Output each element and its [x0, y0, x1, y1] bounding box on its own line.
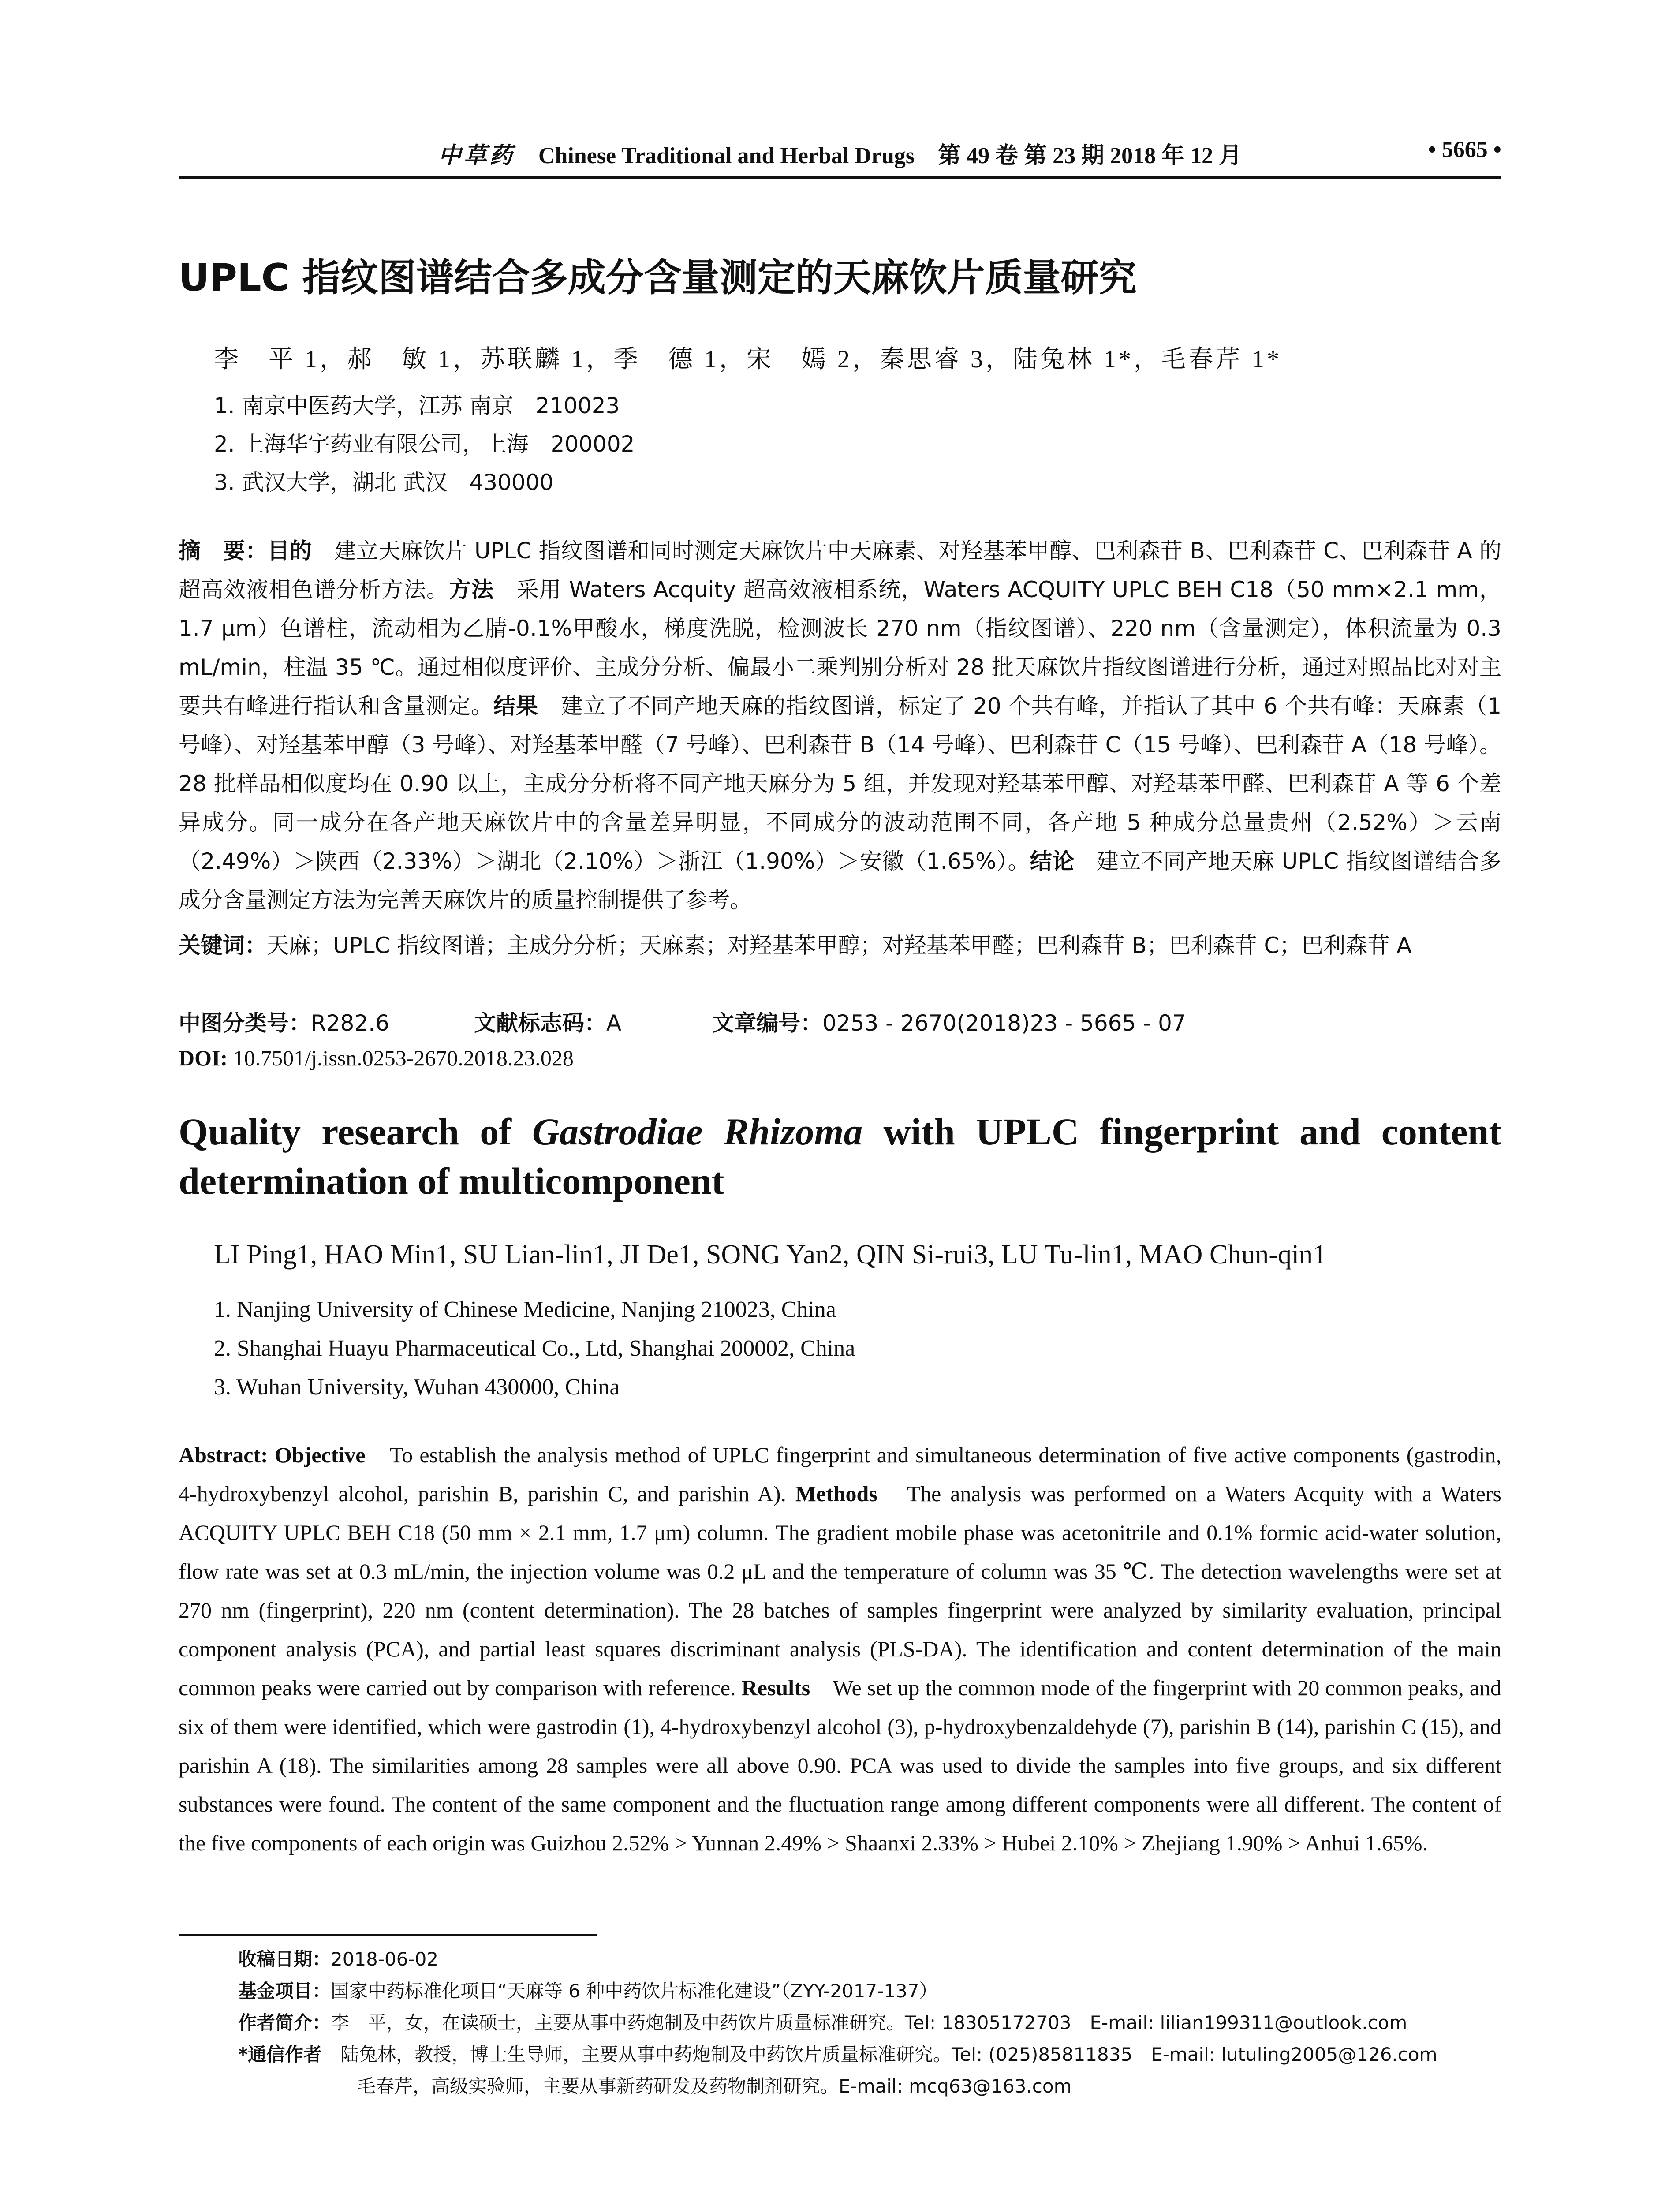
clc-label: 中图分类号： [179, 1010, 311, 1036]
affiliation-en-3: 3. Wuhan University, Wuhan 430000, China [214, 1375, 620, 1400]
results-text-cn: 建立了不同产地天麻的指纹图谱，标定了 20 个共有峰，并指认了其中 6 个共有峰：天麻素（1 号峰）、对羟基苯甲醇（3 号峰）、对羟基苯甲醛（7 号峰）、巴利森苷 B（14 号峰）、巴利森苷 C（15 号峰）、巴利森苷 A（18 号峰）。28 批样品相似度均在 0.90 以上，主成分分析将不同产地天麻分为 5 组，并发现对羟基苯甲醇、对羟基苯甲醛、巴利森苷 A 等 6 个差异成分。同一成分在各产地天麻饮片中的含量差异明显，不同成分的波动范围不同，各产地 5 种成分总量贵州（2.52%）＞云南（2.49%）＞陕西（2.33%）＞湖北（2.10%）＞浙江（1.90%）＞安徽（1.65%）。 [179, 693, 1502, 874]
article-no-value: 0253 - 2670(2018)23 - 5665 - 07 [822, 1010, 1186, 1036]
journal-logo-cn: 中草药 [438, 142, 515, 169]
affiliation-cn-2: 2. 上海华宇药业有限公司，上海 200002 [214, 431, 635, 457]
doc-code-label: 文献标志码： [474, 1010, 606, 1036]
affiliation-cn-3: 3. 武汉大学，湖北 武汉 430000 [214, 470, 554, 495]
title-en [179, 1107, 1501, 1206]
results-label-en: Results [741, 1675, 810, 1700]
abstract-label-en: Abstract: Objective [179, 1443, 366, 1467]
results-text-en: We set up the common mode of the fingerprint with 20 common peaks, and six of them were identified, which were gastrodin (1), 4-hydroxybenzyl alcohol (3), p-hydroxybenzaldehyde (7), parishin B (14), parishin C (15), and parishin A (18). The similarities among 28 samples were all above 0.90. PCA was used to divide the samples into five groups, and six different substances were found. The content of the same component and the fluctuation range among different components were all different. The content of the five components of each origin was Guizhou 2.52% > Yunnan 2.49% > Shaanxi 2.33% > Hubei 2.10% > Zhejiang 1.90% > Anhui 1.65%. [179, 1675, 1501, 1855]
header-journal [179, 137, 1501, 170]
conclusion-label-cn: 结论 [1030, 848, 1075, 874]
objective-text-cn: 建立天麻饮片 UPLC 指纹图谱和同时测定天麻饮片中天麻素、对羟基苯甲醇、巴利森苷 B、巴利森苷 C、巴利森苷 A 的超高效液相色谱分析方法。 [179, 538, 1502, 602]
abstract-cn [179, 531, 1501, 919]
objective-text-en: To establish the analysis method of UPLC fingerprint and simultaneous determination of five active components (gastrodin, 4-hydroxybenzyl alcohol, parishin B, parishin C, and parishin A). [179, 1443, 1502, 1506]
doi-label: DOI: [179, 1046, 228, 1070]
methods-label-cn: 方法 [449, 577, 494, 602]
doi [179, 1045, 574, 1071]
keywords-label-cn: 关键词： [179, 933, 267, 958]
affiliation-en-1: 1. Nanjing University of Chinese Medicine, Nanjing 210023, China [214, 1297, 836, 1322]
corresponding-label: *通信作者 [238, 2044, 322, 2065]
methods-label-en: Methods [795, 1481, 877, 1506]
doc-code-value: A [606, 1010, 622, 1036]
abstract-label-cn: 摘 要： [179, 538, 268, 564]
conclusion-text-cn: 建立不同产地天麻 UPLC 指纹图谱结合多成分含量测定方法为完善天麻饮片的质量控制提供了参考。 [179, 848, 1501, 913]
title-en-italic: Gastrodiae Rhizoma [532, 1110, 863, 1153]
footnote-corresponding-2: 毛春芹，高级实验师，主要从事新药研发及药物制剂研究。E-mail: mcq63@163.com [357, 2075, 1072, 2097]
abstract-en [179, 1435, 1501, 1862]
fund-label: 基金项目： [238, 1980, 331, 2002]
methods-text-en: The analysis was performed on a Waters Acquity with a Waters ACQUITY UPLC BEH C18 (50 mm × 2.1 mm, 1.7 μm) column. The gradient mobile phase was acetonitrile and 0.1% formic acid-water solution, flow rate was set at 0.3 mL/min, the injection volume was 0.2 μL and the temperature of column was 35 ℃. The detection wavelengths were set at 270 nm (fingerprint), 220 nm (content determination). The 28 batches of samples fingerprint were analyzed by similarity evaluation, principal component analysis (PCA), and partial least squares discriminant analysis (PLS-DA). The identification and content determination of the main common peaks were carried out by comparison with reference. [179, 1481, 1502, 1700]
footnote-received [238, 1945, 1501, 1971]
classification-row [179, 1005, 1186, 1037]
keywords-text-cn: 天麻；UPLC 指纹图谱；主成分分析；天麻素；对羟基苯甲醇；对羟基苯甲醛；巴利森苷 B；巴利森苷 C；巴利森苷 A [267, 933, 1412, 958]
authors-cn: 李 平 1，郝 敏 1，苏联麟 1，季 德 1，宋 嫣 2，秦思睿 3，陆兔林 1*，毛春芹 1* [214, 346, 1282, 373]
methods-text-cn: 采用 Waters Acquity 超高效液相系统，Waters ACQUITY UPLC BEH C18（50 mm×2.1 mm，1.7 μm）色谱柱，流动相为乙腈-0.1%甲酸水，梯度洗脱，检测波长 270 nm（指纹图谱）、220 nm（含量测定），体积流量为 0.3 mL/min，柱温 35 ℃。通过相似度评价、主成分分析、偏最小二乘判别分析对 28 批天麻饮片指纹图谱进行分析，通过对照品比对对主要共有峰进行指认和含量测定。 [179, 577, 1502, 719]
received-label: 收稿日期： [238, 1948, 331, 1970]
affiliation-en-2: 2. Shanghai Huayu Pharmaceutical Co., Ltd, Shanghai 200002, China [214, 1336, 855, 1361]
footnote-bio [238, 2008, 1501, 2035]
footnote-rule [179, 1934, 597, 1936]
footnote-fund [238, 1977, 1501, 2003]
journal-name-en: Chinese Traditional and Herbal Drugs [538, 143, 915, 168]
journal-issue: 第 49 卷 第 23 期 2018 年 12 月 [938, 143, 1242, 168]
corresponding-author-1: 陆兔林，教授，博士生导师，主要从事中药炮制及中药饮片质量标准研究。Tel: (025)85811835 E-mail: lutuling2005@126.com [321, 2044, 1437, 2065]
clc-value: R282.6 [311, 1010, 389, 1036]
objective-label-cn: 目的 [267, 538, 312, 564]
authors-en: LI Ping1, HAO Min1, SU Lian-lin1, JI De1, SONG Yan2, QIN Si-rui3, LU Tu-lin1, MAO Chun-qin1 [214, 1240, 1327, 1270]
footnote-corresponding [238, 2040, 1501, 2067]
page-number: • 5665 • [1428, 137, 1501, 162]
fund-value: 国家中药标准化项目“天麻等 6 种中药饮片标准化建设”（ZYY-2017-137） [331, 1980, 938, 2002]
article-no-label: 文章编号： [712, 1010, 822, 1036]
affiliation-cn-1: 1. 南京中医药大学，江苏 南京 210023 [214, 393, 620, 419]
bio-label: 作者简介： [238, 2012, 331, 2033]
bio-value: 李 平，女，在读硕士，主要从事中药炮制及中药饮片质量标准研究。Tel: 18305172703 E-mail: lilian199311@outlook.com [331, 2012, 1407, 2033]
doi-value: 10.7501/j.issn.0253-2670.2018.23.028 [228, 1046, 574, 1070]
keywords-cn [179, 926, 1501, 965]
received-value: 2018-06-02 [331, 1948, 439, 1970]
title-en-part1: Quality research of [179, 1110, 532, 1153]
title-en-part2: with UPLC fingerprint and content determination of multicomponent [179, 1110, 1501, 1202]
title-cn: UPLC 指纹图谱结合多成分含量测定的天麻饮片质量研究 [179, 256, 1137, 300]
results-label-cn: 结果 [493, 693, 539, 719]
header-rule [179, 176, 1501, 179]
